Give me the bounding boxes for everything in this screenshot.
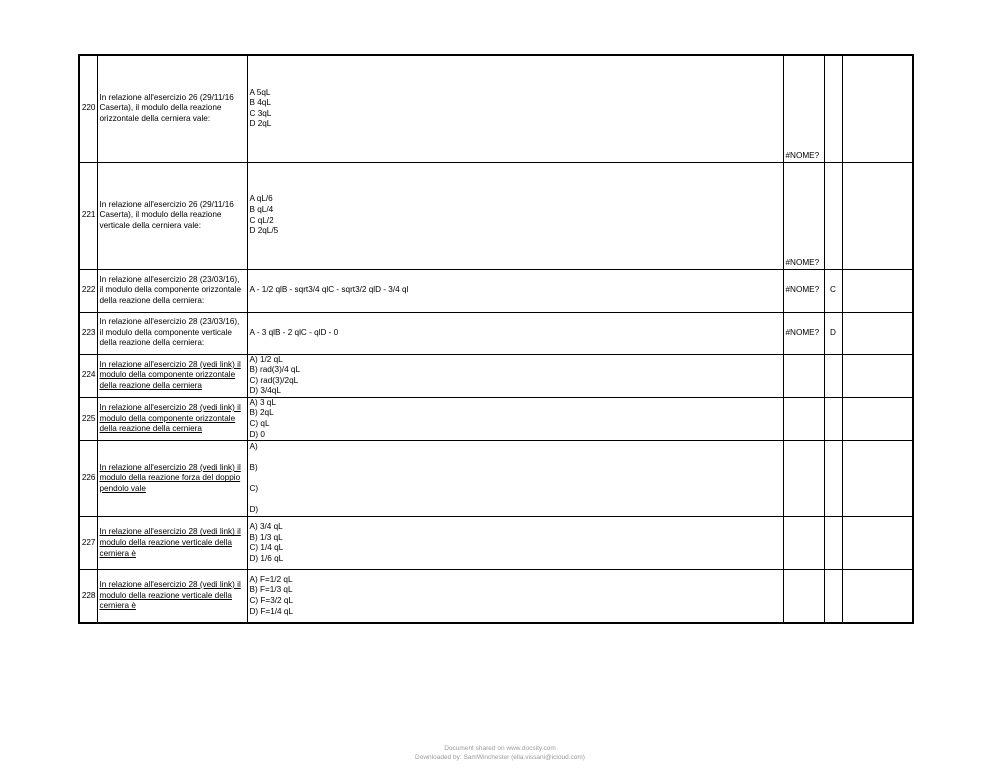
answer-key	[824, 441, 842, 517]
answer-key	[824, 517, 842, 570]
table-row	[79, 55, 913, 162]
answer-key: C	[824, 269, 842, 312]
footer-share-line: Document shared on www.docsity.com	[444, 745, 556, 752]
row-number: 223	[79, 312, 97, 354]
option: A qL/6	[249, 194, 273, 204]
option: B 4qL	[249, 98, 271, 108]
row-number: 226	[79, 441, 97, 517]
page-footer	[0, 744, 1000, 762]
result-cell	[783, 354, 824, 397]
row-number: 228	[79, 570, 97, 623]
option: A) 3 qL	[249, 397, 276, 407]
option: D 2qL	[249, 119, 272, 129]
empty-cell	[842, 312, 913, 354]
empty-cell	[842, 517, 913, 570]
answer-key	[824, 55, 842, 162]
empty-cell	[842, 397, 913, 440]
row-number: 221	[79, 162, 97, 269]
footer-download-line: Downloaded by: SamWinchester (ella.vissani@icloud.com)	[415, 754, 585, 761]
table-row	[79, 441, 913, 517]
option: B) 1/3 qL	[249, 532, 283, 542]
answer-options	[247, 312, 783, 354]
option: D) 3/4qL	[249, 386, 281, 396]
table-row	[79, 570, 913, 623]
option: A) 3/4 qL	[249, 522, 283, 532]
spread-options	[250, 442, 781, 515]
row-number: 220	[79, 55, 97, 162]
option: D) 1/6 qL	[249, 553, 284, 563]
question-text: In relazione all'esercizio 28 (23/03/16), il modulo della componente verticale della reazione della cerniera:	[97, 312, 247, 354]
empty-cell	[842, 570, 913, 623]
answer-options	[247, 441, 783, 517]
row-number: 224	[79, 354, 97, 397]
option: B qL/4	[249, 204, 274, 214]
table-row	[79, 517, 913, 570]
table-row	[79, 269, 913, 312]
answer-key	[824, 162, 842, 269]
result-cell: #NOME?	[783, 312, 824, 354]
table-row	[79, 162, 913, 269]
empty-cell	[842, 55, 913, 162]
question-text: In relazione all'esercizio 28 (vedi link) il modulo della reazione verticale della cerniera è	[97, 517, 247, 570]
table-row	[79, 354, 913, 397]
option: D 2qL/5	[249, 226, 279, 236]
option: A)	[249, 442, 258, 452]
question-text: In relazione all'esercizio 26 (29/11/16 Caserta), il modulo della reazione verticale della cerniera vale:	[97, 162, 247, 269]
empty-cell	[842, 269, 913, 312]
answer-key	[824, 354, 842, 397]
option: A - 3 qlB - 2 qlC - qlD - 0	[249, 327, 339, 337]
answer-options	[247, 55, 783, 162]
row-number: 225	[79, 397, 97, 440]
answer-options	[247, 517, 783, 570]
question-text: In relazione all'esercizio 26 (29/11/16 Caserta), il modulo della reazione orizzontale della cerniera vale:	[97, 55, 247, 162]
empty-cell	[842, 441, 913, 517]
quiz-table	[78, 54, 914, 624]
option: B) 2qL	[249, 408, 274, 418]
answer-key: D	[824, 312, 842, 354]
question-text: In relazione all'esercizio 28 (vedi link) il modulo della reazione forza del doppio pendolo vale	[97, 441, 247, 517]
option: A - 1/2 qlB - sqrt3/4 qlC - sqrt3/2 qlD - 3/4 ql	[249, 285, 409, 295]
option: C) 1/4 qL	[249, 543, 284, 553]
result-cell	[783, 397, 824, 440]
question-text: In relazione all'esercizio 28 (vedi link) il modulo della reazione verticale della cerniera è	[97, 570, 247, 623]
option: C)	[249, 483, 259, 493]
option: D) F=1/4 qL	[249, 606, 293, 616]
option: C qL/2	[249, 215, 274, 225]
option: C) rad(3)/2qL	[249, 375, 299, 385]
option: B) F=1/3 qL	[249, 585, 293, 595]
answer-key	[824, 397, 842, 440]
row-number: 227	[79, 517, 97, 570]
empty-cell	[842, 162, 913, 269]
option: A) F=1/2 qL	[249, 574, 293, 584]
answer-options	[247, 570, 783, 623]
answer-options	[247, 269, 783, 312]
option: B) rad(3)/4 qL	[249, 365, 301, 375]
result-cell: #NOME?	[783, 162, 824, 269]
question-text: In relazione all'esercizio 28 (23/03/16), il modulo della componente orizzontale della reazione della cerniera:	[97, 269, 247, 312]
result-cell: #NOME?	[783, 55, 824, 162]
empty-cell	[842, 354, 913, 397]
table-row	[79, 312, 913, 354]
answer-key	[824, 570, 842, 623]
answer-options	[247, 397, 783, 440]
question-text: In relazione all'esercizio 28 (vedi link) il modulo della componente orizzontale della reazione della cerniera	[97, 354, 247, 397]
result-cell: #NOME?	[783, 269, 824, 312]
option: A 5qL	[249, 87, 271, 97]
table-row	[79, 397, 913, 440]
answer-options	[247, 354, 783, 397]
answer-options	[247, 162, 783, 269]
option: A) 1/2 qL	[249, 354, 283, 364]
option: D) 0	[249, 429, 265, 439]
option: C) qL	[249, 419, 270, 429]
option: B)	[249, 463, 258, 473]
question-text: In relazione all'esercizio 28 (vedi link) il modulo della componente orizzontale della reazione della cerniera	[97, 397, 247, 440]
result-cell	[783, 570, 824, 623]
option: D)	[249, 504, 259, 514]
option: C) F=3/2 qL	[249, 596, 293, 605]
row-number: 222	[79, 269, 97, 312]
result-cell	[783, 441, 824, 517]
result-cell	[783, 517, 824, 570]
option: C 3qL	[249, 108, 272, 118]
